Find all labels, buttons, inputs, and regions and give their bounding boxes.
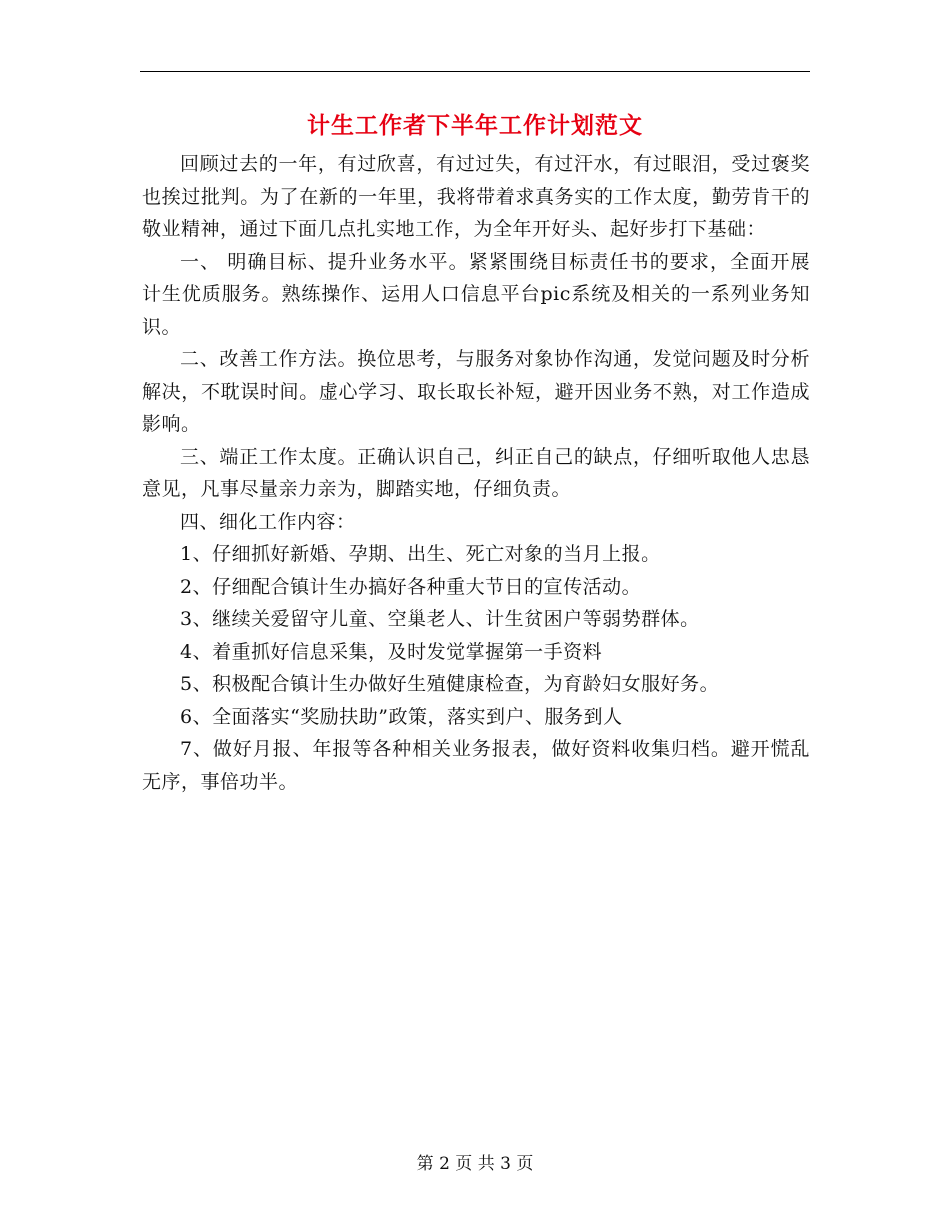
document-body — [142, 148, 810, 798]
section-3-paragraph: 三、端正工作太度。正确认识自己，纠正自己的缺点，仔细听取他人忠恳意见，凡事尽量亲力亲为，脚踏实地，仔细负责。 — [142, 445, 810, 500]
list-item-4: 4、着重抓好信息采集，及时发觉掌握第一手资料 — [180, 640, 603, 663]
list-item-3: 3、继续关爱留守儿童、空巢老人、计生贫困户等弱势群体。 — [180, 608, 700, 630]
header-rule — [140, 71, 810, 72]
list-item-5: 5、积极配合镇计生办做好生殖健康检查，为育龄妇女服好务。 — [180, 673, 720, 695]
list-item-7: 7、做好月报、年报等各种相关业务报表，做好资料收集归档。避开慌乱无序，事倍功半。 — [142, 738, 810, 793]
section-4-heading: 四、细化工作内容： — [180, 510, 356, 533]
list-item-1: 1、仔细抓好新婚、孕期、出生、死亡对象的当月上报。 — [180, 543, 661, 565]
list-item-6: 6、全面落实“奖励扶助”政策，落实到户、服务到人 — [180, 705, 623, 728]
document-title: 计生工作者下半年工作计划范文 — [307, 112, 643, 139]
page-number-footer: 第 2 页 共 3 页 — [416, 1154, 534, 1174]
intro-paragraph: 回顾过去的一年，有过欣喜，有过过失，有过汗水，有过眼泪，受过褒奖也挨过批判。为了在新的一年里，我将带着求真务实的工作太度，勤劳肯干的敬业精神，通过下面几点扎实地工作，为全年开好头、起好步打下基础： — [142, 153, 810, 240]
section-1-paragraph: 一、 明确目标、提升业务水平。紧紧围绕目标责任书的要求，全面开展计生优质服务。熟练操作、运用人口信息平台pic系统及相关的一系列业务知识。 — [142, 250, 810, 338]
section-2-paragraph: 二、改善工作方法。换位思考，与服务对象协作沟通，发觉问题及时分析解决，不耽误时间。虚心学习、取长取长补短，避开因业务不熟，对工作造成影响。 — [142, 348, 810, 435]
list-item-2: 2、仔细配合镇计生办搞好各种重大节日的宣传活动。 — [180, 575, 642, 598]
